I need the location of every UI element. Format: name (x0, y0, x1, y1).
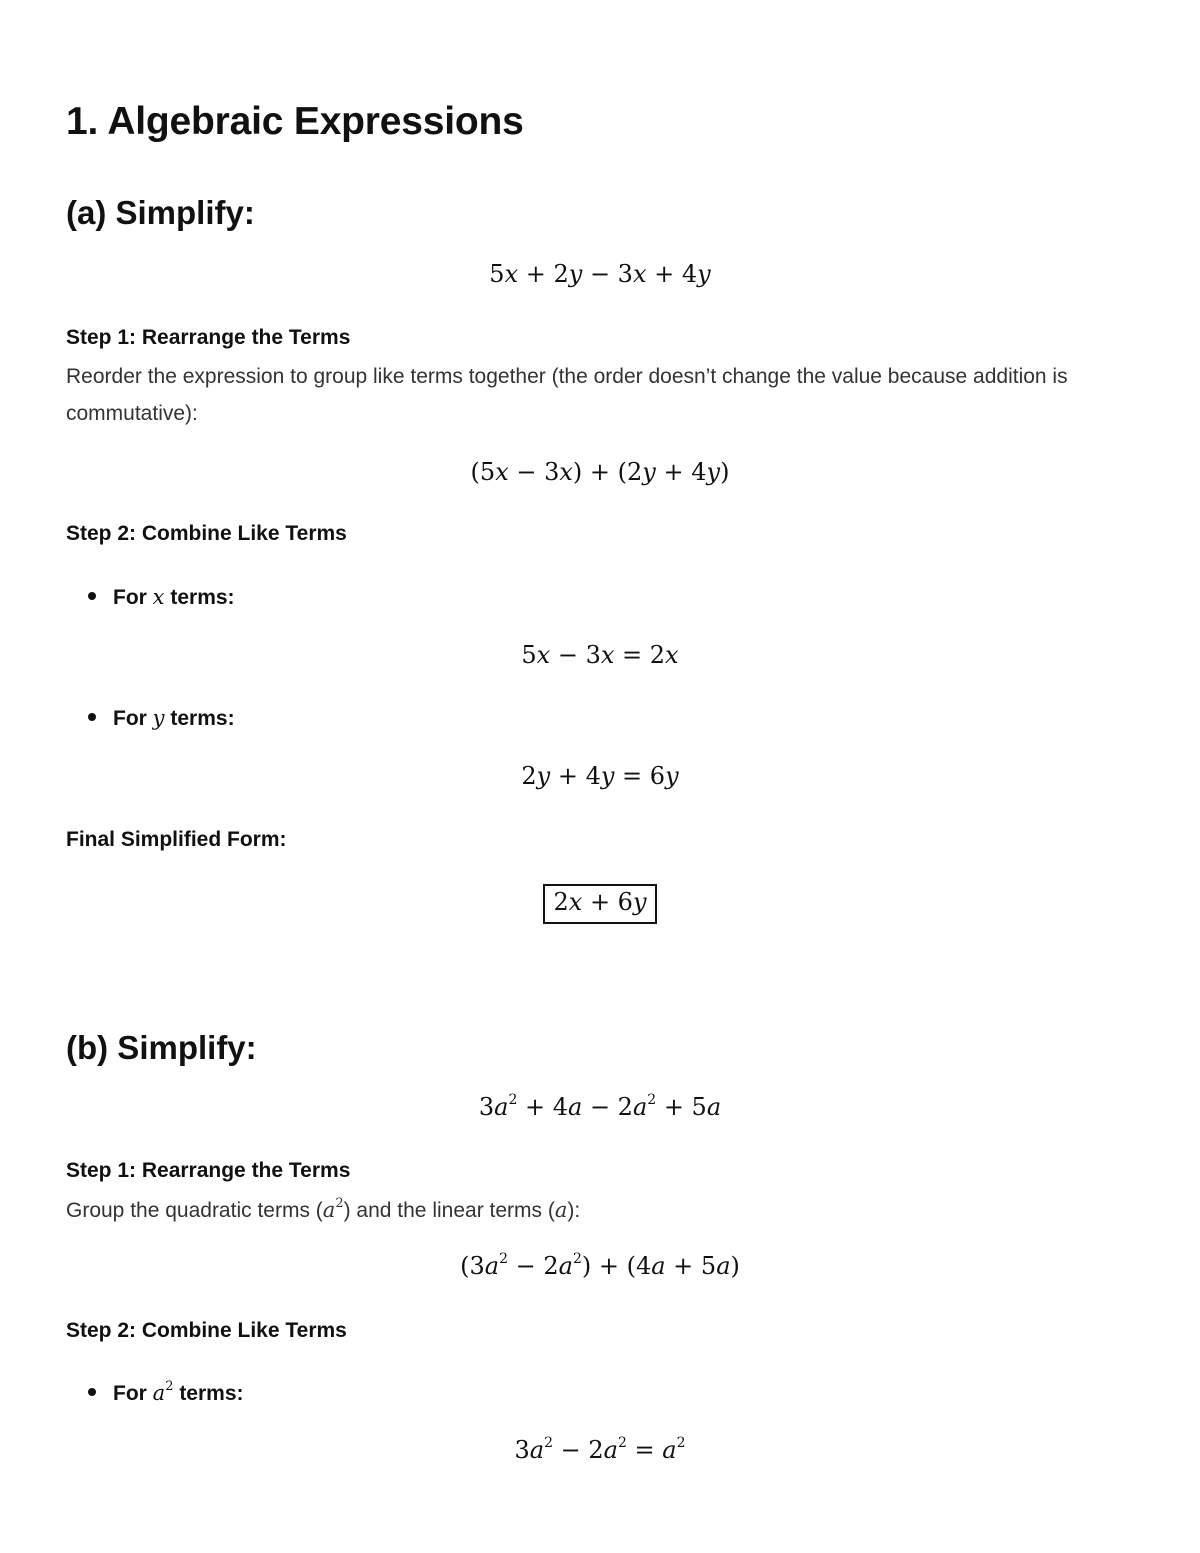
part-b-expression: $3a^2 + 4a - 2a^2 + 5a$ (478, 1092, 722, 1121)
bullet-a2-terms: For $a^2$ terms: (88, 1381, 244, 1406)
part-b-step1-title: Step 1: Rearrange the Terms (66, 1159, 351, 1182)
final-form-title: Final Simplified Form: (66, 828, 287, 851)
bullet-dot (88, 592, 96, 600)
bullet-dot (88, 713, 96, 721)
part-a-step1-text: Reorder the expression to group like terms together (the order doesn’t change the value because addition is commutative): (66, 365, 1068, 425)
part-a-step1-title: Step 1: Rearrange the Terms (66, 326, 351, 349)
combine-a2-equation: $3a^2 - 2a^2 = a^2$ (514, 1435, 686, 1464)
final-answer (66, 884, 1134, 924)
part-a-expression: 5x + 2y − 3x + 4y (489, 260, 711, 288)
part-b-step1-text: Group the quadratic terms $(a^2)$ and the linear terms (a): (66, 1196, 581, 1222)
combine-x-equation: 5x − 3x = 2x (521, 641, 679, 669)
combine-y-equation: 2y + 4y = 6y (521, 762, 679, 790)
part-b-step2-title: Step 2: Combine Like Terms (66, 1319, 347, 1342)
bullet-x-terms: For x terms: (88, 585, 235, 610)
page-title: 1. Algebraic Expressions (66, 100, 524, 143)
part-b-rearranged: $(3a^2 - 2a^2) + (4a + 5a)$ (460, 1251, 740, 1280)
part-b-heading: (b) Simplify: (66, 1029, 257, 1066)
part-a-rearranged: (5x − 3x) + (2y + 4y) (470, 458, 730, 486)
part-a-heading: (a) Simplify: (66, 194, 255, 231)
bullet-dot (88, 1388, 96, 1396)
bullet-y-terms: For y terms: (88, 706, 235, 731)
final-answer-box: 2x + 6y (543, 884, 656, 924)
part-a-step2-title: Step 2: Combine Like Terms (66, 522, 347, 545)
